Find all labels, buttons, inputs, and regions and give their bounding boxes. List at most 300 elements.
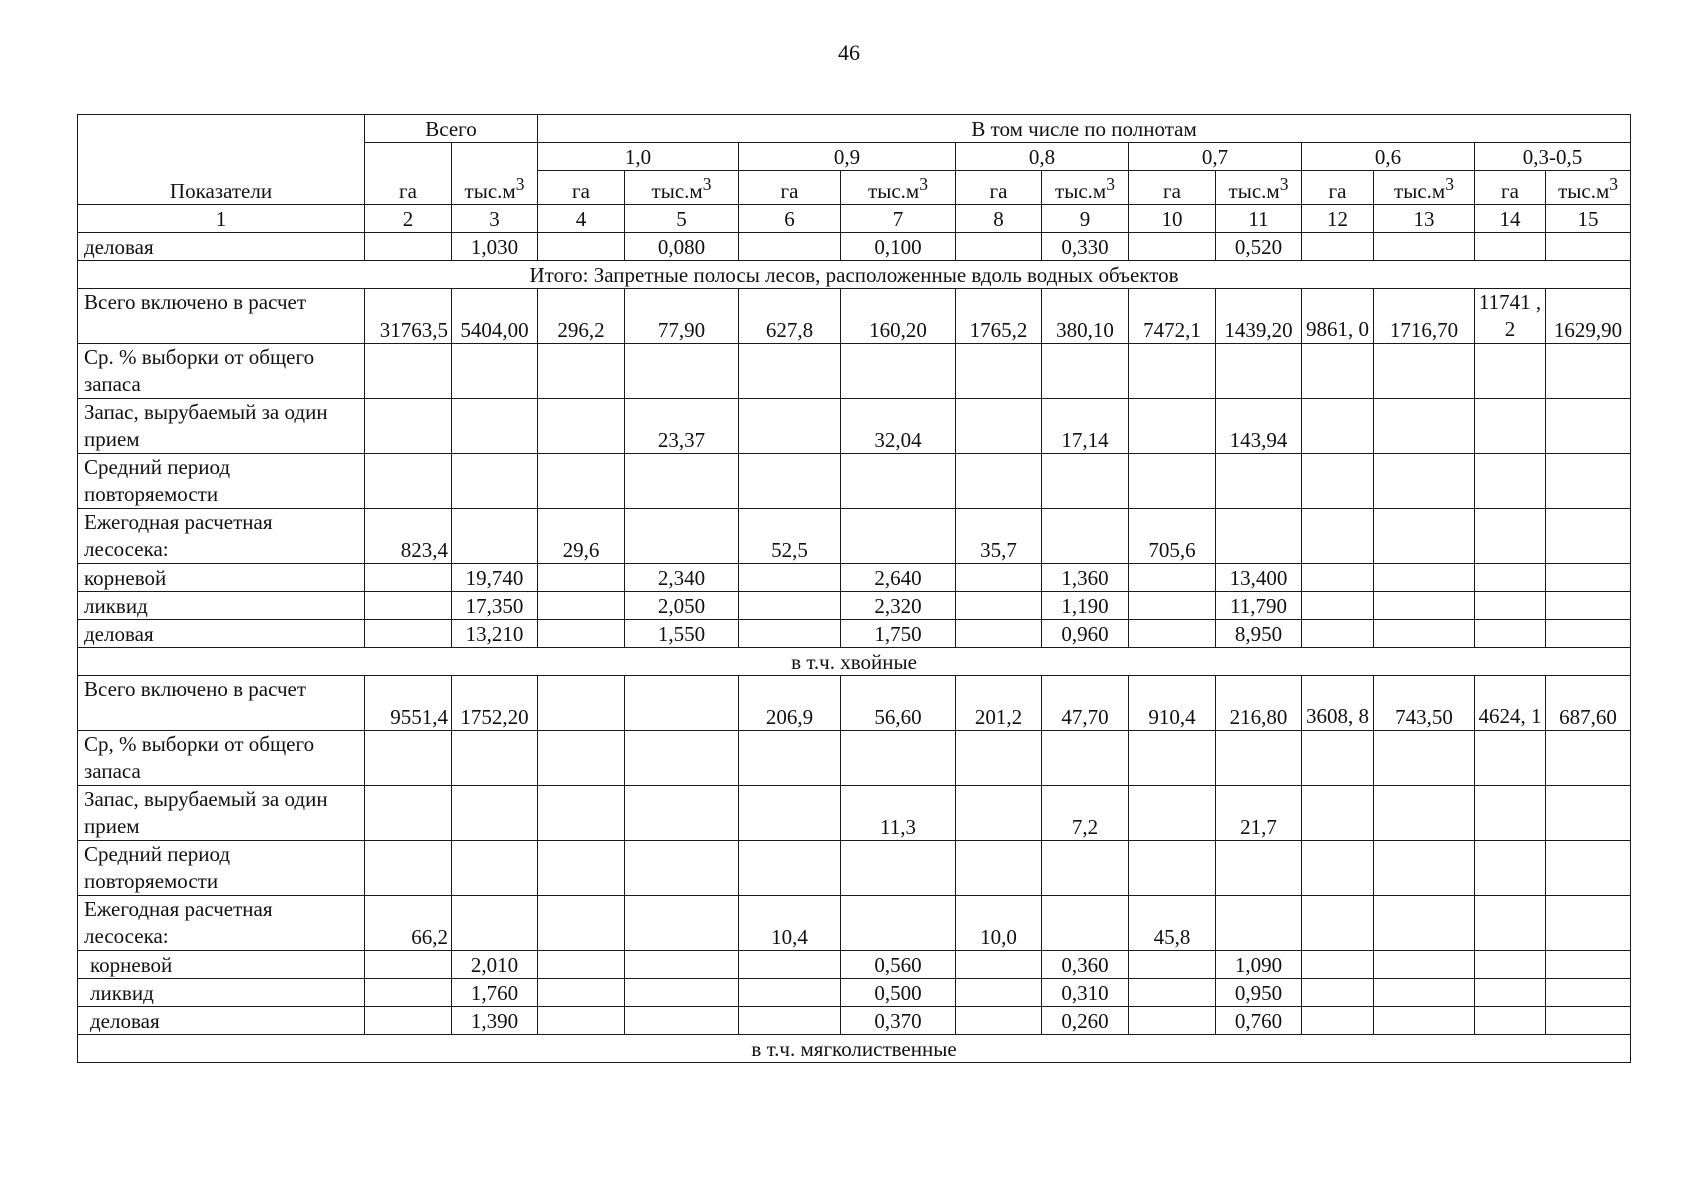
data-cell: 7472,1: [1129, 289, 1216, 344]
data-cell: [956, 344, 1042, 399]
data-cell: [841, 509, 956, 564]
data-cell: 1,030: [452, 233, 538, 261]
data-cell: [956, 1007, 1042, 1035]
data-cell: [1546, 951, 1631, 979]
data-cell: [1546, 896, 1631, 951]
total-ha-header: га: [365, 143, 452, 205]
data-cell: 201,2: [956, 676, 1042, 731]
data-cell: 0,330: [1042, 233, 1129, 261]
data-cell: [538, 620, 625, 648]
row-label: Средний период повторяемости: [78, 454, 365, 509]
data-cell: [1475, 731, 1546, 786]
data-cell: 19,740: [452, 564, 538, 592]
data-cell: [1129, 1007, 1216, 1035]
data-cell: [625, 731, 739, 786]
data-cell: [1475, 344, 1546, 399]
data-cell: [625, 951, 739, 979]
data-cell: [1475, 399, 1546, 454]
data-cell: [365, 731, 452, 786]
table-row: [78, 454, 1631, 509]
data-cell: [956, 841, 1042, 896]
data-cell: 11,3: [841, 786, 956, 841]
unit-ha-header: га: [1129, 171, 1216, 205]
data-cell: 296,2: [538, 289, 625, 344]
data-cell: 1439,20: [1216, 289, 1302, 344]
section-row: [78, 261, 1631, 289]
data-cell: [739, 399, 841, 454]
data-cell: 160,20: [841, 289, 956, 344]
column-number: 10: [1129, 205, 1216, 233]
data-cell: [1374, 233, 1475, 261]
column-number: 7: [841, 205, 956, 233]
data-cell: [1042, 509, 1129, 564]
data-cell: [452, 454, 538, 509]
column-number: 6: [739, 205, 841, 233]
data-cell: [452, 509, 538, 564]
data-cell: [956, 454, 1042, 509]
column-number: 14: [1475, 205, 1546, 233]
data-cell: [452, 399, 538, 454]
section-title: в т.ч. мягколиственные: [78, 1035, 1631, 1063]
column-number: 11: [1216, 205, 1302, 233]
unit-volume-header: $тыс.м^3$: [841, 171, 956, 205]
data-cell: 627,8: [739, 289, 841, 344]
table-row: [78, 841, 1631, 896]
density-0-9-header: 0,9: [739, 143, 956, 171]
row-label: Ср, % выборки от общего запаса: [78, 731, 365, 786]
data-cell: 2,340: [625, 564, 739, 592]
data-cell: [538, 731, 625, 786]
column-number: 3: [452, 205, 538, 233]
data-cell: [625, 344, 739, 399]
table-row: [78, 731, 1631, 786]
table-row: [78, 289, 1631, 344]
indicators-header: Показатели: [78, 115, 365, 205]
data-cell: [1475, 896, 1546, 951]
row-label: Всего включено в расчет: [78, 289, 365, 344]
by-density-header: В том числе по полнотам: [538, 115, 1631, 143]
data-cell: [365, 399, 452, 454]
data-cell: 0,100: [841, 233, 956, 261]
data-cell: [538, 786, 625, 841]
unit-ha-header: га: [956, 171, 1042, 205]
row-label: ликвид: [78, 979, 365, 1007]
data-cell: [956, 786, 1042, 841]
density-0-8-header: 0,8: [956, 143, 1129, 171]
data-cell: 1,090: [1216, 951, 1302, 979]
data-cell: [1546, 399, 1631, 454]
data-cell: [1475, 786, 1546, 841]
data-cell: [625, 979, 739, 1007]
data-cell: [538, 399, 625, 454]
data-cell: 56,60: [841, 676, 956, 731]
data-cell: 2,010: [452, 951, 538, 979]
data-cell: 0,760: [1216, 1007, 1302, 1035]
data-cell: [1042, 896, 1129, 951]
data-cell: [625, 896, 739, 951]
data-cell: [1302, 1007, 1374, 1035]
table-row: [78, 233, 1631, 261]
data-cell: [739, 979, 841, 1007]
data-cell: [625, 454, 739, 509]
data-cell: [1216, 509, 1302, 564]
data-cell: [452, 896, 538, 951]
column-number: 1: [78, 205, 365, 233]
row-label: Ср. % выборки от общего запаса: [78, 344, 365, 399]
data-cell: [956, 620, 1042, 648]
unit-volume-header: $тыс.м^3$: [625, 171, 739, 205]
data-cell: 1,760: [452, 979, 538, 1007]
data-cell: 31763,5: [365, 289, 452, 344]
row-label: Всего включено в расчет: [78, 676, 365, 731]
data-cell: [625, 786, 739, 841]
unit-ha-header: га: [1302, 171, 1374, 205]
data-cell: 1,550: [625, 620, 739, 648]
data-cell: 8,950: [1216, 620, 1302, 648]
data-cell: [1374, 399, 1475, 454]
column-number: 13: [1374, 205, 1475, 233]
table-row: [78, 344, 1631, 399]
data-cell: [538, 676, 625, 731]
data-cell: [1475, 1007, 1546, 1035]
data-cell: [739, 1007, 841, 1035]
column-number: 2: [365, 205, 452, 233]
unit-ha-header: га: [538, 171, 625, 205]
unit-volume-header: $тыс.м^3$: [1374, 171, 1475, 205]
data-cell: [1302, 454, 1374, 509]
data-cell: 1765,2: [956, 289, 1042, 344]
data-cell: [1546, 979, 1631, 1007]
data-cell: [365, 841, 452, 896]
unit-volume-header: $тыс.м^3$: [1546, 171, 1631, 205]
data-cell: [1475, 951, 1546, 979]
data-cell: [452, 731, 538, 786]
data-cell: [538, 1007, 625, 1035]
data-cell: 743,50: [1374, 676, 1475, 731]
unit-volume-header: $тыс.м^3$: [1216, 171, 1302, 205]
data-cell: [365, 454, 452, 509]
data-cell: 11741 ,2: [1475, 289, 1546, 344]
data-cell: 17,14: [1042, 399, 1129, 454]
data-cell: [1374, 1007, 1475, 1035]
column-number: 5: [625, 205, 739, 233]
data-cell: [1302, 896, 1374, 951]
data-cell: 13,400: [1216, 564, 1302, 592]
unit-ha-header: га: [1475, 171, 1546, 205]
data-cell: [956, 951, 1042, 979]
data-cell: [956, 979, 1042, 1007]
total-header: Всего: [365, 115, 538, 143]
data-cell: 35,7: [956, 509, 1042, 564]
data-cell: [538, 979, 625, 1007]
data-cell: 910,4: [1129, 676, 1216, 731]
data-cell: 29,6: [538, 509, 625, 564]
data-cell: [739, 564, 841, 592]
data-cell: [1374, 979, 1475, 1007]
data-cell: [841, 731, 956, 786]
data-cell: [841, 896, 956, 951]
data-cell: [1042, 841, 1129, 896]
data-cell: [1129, 731, 1216, 786]
data-cell: 7,2: [1042, 786, 1129, 841]
data-cell: [1042, 454, 1129, 509]
data-cell: [1374, 592, 1475, 620]
data-cell: [1546, 592, 1631, 620]
data-cell: [1475, 841, 1546, 896]
data-cell: [365, 592, 452, 620]
data-cell: [1302, 509, 1374, 564]
data-cell: 1716,70: [1374, 289, 1475, 344]
data-cell: [1302, 841, 1374, 896]
row-label: деловая: [78, 1007, 365, 1035]
data-cell: [1374, 509, 1475, 564]
data-cell: [1475, 233, 1546, 261]
data-cell: [1216, 841, 1302, 896]
density-0-7-header: 0,7: [1129, 143, 1302, 171]
data-cell: [1042, 731, 1129, 786]
data-cell: [1129, 620, 1216, 648]
data-cell: [739, 620, 841, 648]
data-cell: [1374, 620, 1475, 648]
table-row: [78, 951, 1631, 979]
density-0-3-0-5-header: 0,3-0,5: [1475, 143, 1631, 171]
section-title: Итого: Запретные полосы лесов, расположенные вдоль водных объектов: [78, 261, 1631, 289]
data-cell: [1042, 344, 1129, 399]
column-number: 9: [1042, 205, 1129, 233]
data-cell: 143,94: [1216, 399, 1302, 454]
unit-ha-header: га: [739, 171, 841, 205]
data-cell: 9861, 0: [1302, 289, 1374, 344]
data-cell: [956, 564, 1042, 592]
density-0-6-header: 0,6: [1302, 143, 1475, 171]
data-cell: 47,70: [1042, 676, 1129, 731]
data-cell: [365, 951, 452, 979]
data-cell: 380,10: [1042, 289, 1129, 344]
row-label: Запас, вырубаемый за один прием: [78, 786, 365, 841]
row-label: деловая: [78, 620, 365, 648]
data-cell: [1302, 344, 1374, 399]
data-cell: 2,050: [625, 592, 739, 620]
data-cell: [841, 841, 956, 896]
data-cell: [956, 399, 1042, 454]
data-cell: 66,2: [365, 896, 452, 951]
data-cell: [739, 841, 841, 896]
column-number: 12: [1302, 205, 1374, 233]
data-cell: [841, 344, 956, 399]
data-cell: [625, 509, 739, 564]
data-cell: [1302, 399, 1374, 454]
data-cell: [625, 841, 739, 896]
data-cell: [956, 592, 1042, 620]
total-volume-header: $тыс.м^3$: [452, 143, 538, 205]
data-cell: [538, 454, 625, 509]
data-cell: [1374, 896, 1475, 951]
data-cell: [1302, 731, 1374, 786]
data-cell: [739, 454, 841, 509]
data-cell: [1129, 454, 1216, 509]
data-cell: [1475, 979, 1546, 1007]
column-number: 8: [956, 205, 1042, 233]
data-cell: 4624, 1: [1475, 676, 1546, 731]
data-cell: 3608, 8: [1302, 676, 1374, 731]
data-cell: [365, 979, 452, 1007]
column-number: 4: [538, 205, 625, 233]
data-cell: 823,4: [365, 509, 452, 564]
data-cell: [1129, 399, 1216, 454]
data-cell: [1374, 841, 1475, 896]
data-cell: [1302, 786, 1374, 841]
row-label: Ежегодная расчетная лесосека:: [78, 509, 365, 564]
data-cell: [1546, 841, 1631, 896]
data-cell: 9551,4: [365, 676, 452, 731]
data-cell: [739, 786, 841, 841]
table-row: [78, 979, 1631, 1007]
column-number-row: [78, 205, 1631, 233]
header-row-1: [78, 115, 1631, 143]
data-cell: [1129, 564, 1216, 592]
data-cell: [1216, 454, 1302, 509]
data-cell: 21,7: [1216, 786, 1302, 841]
table-row: [78, 564, 1631, 592]
table-row: [78, 509, 1631, 564]
data-cell: 1,360: [1042, 564, 1129, 592]
data-cell: [1546, 344, 1631, 399]
data-cell: [1129, 592, 1216, 620]
data-cell: 32,04: [841, 399, 956, 454]
page-number: 46: [838, 40, 860, 65]
data-cell: [956, 233, 1042, 261]
data-cell: [625, 676, 739, 731]
data-cell: 1,390: [452, 1007, 538, 1035]
forest-cut-table: [77, 114, 1631, 1063]
data-cell: [1216, 344, 1302, 399]
data-cell: 0,360: [1042, 951, 1129, 979]
data-cell: [538, 233, 625, 261]
data-cell: [452, 841, 538, 896]
data-cell: [1475, 564, 1546, 592]
row-label: Запас, вырубаемый за один прием: [78, 399, 365, 454]
data-cell: [1302, 564, 1374, 592]
table-row: [78, 399, 1631, 454]
data-cell: 17,350: [452, 592, 538, 620]
data-cell: 1,750: [841, 620, 956, 648]
data-cell: 1,190: [1042, 592, 1129, 620]
data-cell: [1546, 786, 1631, 841]
data-cell: 1752,20: [452, 676, 538, 731]
data-cell: [1129, 344, 1216, 399]
data-cell: [1374, 731, 1475, 786]
column-number: 15: [1546, 205, 1631, 233]
data-cell: [1302, 951, 1374, 979]
data-cell: [1546, 454, 1631, 509]
data-cell: [1546, 731, 1631, 786]
table-row: [78, 592, 1631, 620]
data-cell: 13,210: [452, 620, 538, 648]
data-cell: [1374, 951, 1475, 979]
data-cell: [538, 841, 625, 896]
section-title: в т.ч. хвойные: [78, 648, 1631, 676]
data-cell: 23,37: [625, 399, 739, 454]
row-label: ликвид: [78, 592, 365, 620]
density-1-0-header: 1,0: [538, 143, 739, 171]
data-cell: [365, 1007, 452, 1035]
data-cell: [538, 896, 625, 951]
data-cell: 0,960: [1042, 620, 1129, 648]
section-row: [78, 1035, 1631, 1063]
data-cell: 1629,90: [1546, 289, 1631, 344]
data-cell: [365, 344, 452, 399]
data-cell: [452, 344, 538, 399]
data-cell: 705,6: [1129, 509, 1216, 564]
data-cell: 0,500: [841, 979, 956, 1007]
data-cell: 77,90: [625, 289, 739, 344]
data-cell: 0,310: [1042, 979, 1129, 1007]
data-cell: 0,520: [1216, 233, 1302, 261]
data-cell: [538, 564, 625, 592]
section-row: [78, 648, 1631, 676]
data-cell: [1374, 344, 1475, 399]
data-cell: 0,950: [1216, 979, 1302, 1007]
row-label: Средний период повторяемости: [78, 841, 365, 896]
data-cell: 0,370: [841, 1007, 956, 1035]
row-label: Ежегодная расчетная лесосека:: [78, 896, 365, 951]
data-cell: 2,640: [841, 564, 956, 592]
table-body: [78, 233, 1631, 1063]
data-cell: [1546, 233, 1631, 261]
data-cell: [1374, 564, 1475, 592]
data-cell: [1129, 951, 1216, 979]
data-cell: 206,9: [739, 676, 841, 731]
row-label: деловая: [78, 233, 365, 261]
data-cell: [538, 592, 625, 620]
data-cell: [1475, 620, 1546, 648]
data-cell: [1546, 564, 1631, 592]
data-cell: [1216, 896, 1302, 951]
data-cell: 52,5: [739, 509, 841, 564]
data-cell: [739, 233, 841, 261]
data-cell: 0,260: [1042, 1007, 1129, 1035]
table-row: [78, 1007, 1631, 1035]
data-cell: 11,790: [1216, 592, 1302, 620]
data-cell: [1129, 786, 1216, 841]
data-cell: [1374, 786, 1475, 841]
data-cell: [1546, 620, 1631, 648]
data-cell: [625, 1007, 739, 1035]
data-cell: [1216, 731, 1302, 786]
data-cell: [452, 786, 538, 841]
data-cell: [841, 454, 956, 509]
data-cell: [739, 731, 841, 786]
data-cell: 10,4: [739, 896, 841, 951]
data-cell: [956, 731, 1042, 786]
data-cell: [1546, 1007, 1631, 1035]
data-cell: [538, 951, 625, 979]
data-cell: [1129, 979, 1216, 1007]
data-cell: [365, 620, 452, 648]
table-row: [78, 786, 1631, 841]
data-cell: 687,60: [1546, 676, 1631, 731]
data-cell: 0,560: [841, 951, 956, 979]
data-cell: [1302, 979, 1374, 1007]
row-label: корневой: [78, 564, 365, 592]
data-cell: [365, 786, 452, 841]
data-cell: [739, 951, 841, 979]
unit-volume-header: $тыс.м^3$: [1042, 171, 1129, 205]
row-label: корневой: [78, 951, 365, 979]
data-cell: [365, 233, 452, 261]
data-cell: [1374, 454, 1475, 509]
data-cell: [739, 592, 841, 620]
